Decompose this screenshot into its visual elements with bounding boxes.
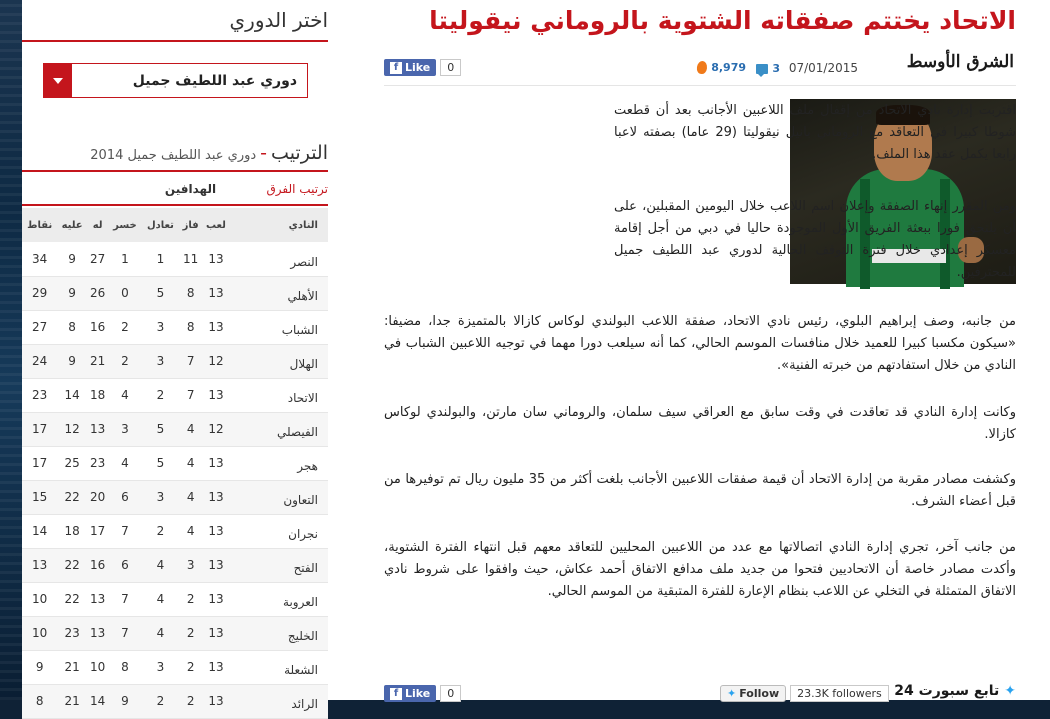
cell-goals-against: 9 (68, 354, 76, 368)
cell-drawn: 4 (156, 592, 165, 606)
facebook-like-widget (384, 59, 461, 76)
column-header-team: النادي (288, 219, 318, 231)
facebook-like-count: 0 (440, 59, 461, 76)
cell-team[interactable]: العروبة (283, 595, 318, 609)
cell-drawn: 2 (156, 694, 165, 708)
comments-number: 3 (772, 62, 780, 75)
cell-goals-against: 23 (64, 626, 80, 640)
cell-played: 13 (208, 388, 224, 402)
table-row (22, 480, 328, 514)
facebook-like-label: Like (405, 687, 431, 700)
cell-played: 13 (208, 320, 224, 334)
source-logo-text: الشرق الأوسط (906, 52, 1014, 72)
cell-team[interactable]: النصر (290, 254, 318, 269)
table-row (22, 446, 328, 480)
column-header-goals-against: عليه (61, 219, 83, 231)
views-number: 8,979 (711, 61, 746, 74)
twitter-followers-count: 23.3K followers (790, 685, 889, 702)
cell-lost: 9 (121, 694, 129, 708)
cell-won: 4 (186, 524, 195, 538)
table-header-row (22, 208, 328, 242)
standings-tabs (22, 180, 328, 206)
cell-goals-for: 18 (89, 388, 106, 402)
twitter-bird-icon: ✦ (727, 687, 737, 700)
cell-won: 2 (186, 626, 195, 640)
cell-drawn: 1 (156, 251, 165, 266)
cell-team[interactable]: الأهلي (287, 289, 318, 303)
article-meta-bar (384, 52, 1016, 86)
cell-played: 13 (208, 694, 224, 708)
cell-played: 13 (208, 456, 224, 470)
cell-drawn: 3 (156, 354, 165, 368)
cell-lost: 2 (121, 354, 129, 368)
cell-won: 2 (186, 694, 195, 708)
cell-goals-against: 12 (64, 422, 80, 436)
cell-played: 13 (208, 251, 224, 266)
twitter-bird-icon: ✦ (1004, 683, 1016, 699)
cell-goals-for: 16 (89, 320, 106, 334)
cell-won: 2 (186, 592, 195, 606)
cell-goals-against: 9 (68, 251, 76, 266)
divider (22, 40, 328, 42)
article-paragraph: ومن المقرر إنهاء الصفقة وإعلان اسم اللاعب خلال اليومين المقبلين، على أن يلتحق فورا ببعثة الفريق الأول الموجودة حاليا في دبي من أجل إقامة معسكر إعدادي خلال فترة التوقف الحالية لدوري عبد اللطيف جميل للمحترفين. (614, 199, 1016, 280)
cell-points: 8 (35, 694, 44, 708)
cell-team[interactable]: الفتح (293, 561, 318, 575)
cell-points: 15 (32, 490, 48, 504)
cell-lost: 3 (121, 422, 129, 436)
cell-goals-for: 27 (89, 251, 106, 266)
ranking-header (22, 142, 328, 164)
cell-goals-against: 22 (64, 592, 80, 606)
table-row (22, 650, 328, 684)
cell-won: 4 (186, 422, 195, 436)
cell-goals-against: 22 (64, 490, 80, 504)
twitter-follow-label: Follow (739, 687, 780, 700)
table-row (22, 582, 328, 616)
tab-top-scorers[interactable]: الهدافين (164, 182, 217, 196)
tab-team-standings[interactable]: ترتيب الفرق (266, 182, 328, 196)
table-row (22, 310, 328, 344)
cell-won: 8 (186, 286, 195, 300)
sidebar (22, 0, 328, 711)
cell-points: 34 (32, 251, 48, 266)
cell-lost: 0 (121, 286, 129, 300)
cell-team[interactable]: التعاون (283, 493, 318, 507)
facebook-icon: f (390, 62, 402, 74)
article-paragraph: اقتربت إدارة نادي الاتحاد من إقفال ملف اللاعبين الأجانب بعد أن قطعت شوطا كبيرا في التعاقد مع الروماني بانيل نيقوليتا (29 عاما) بصفته لاعبا رابعا يكمل عقد هذا الملف. (614, 103, 1017, 162)
table-row (22, 378, 328, 412)
standings-body (22, 242, 328, 718)
cell-goals-for: 13 (89, 422, 106, 436)
table-row (22, 242, 328, 276)
article-paragraph: وكشفت مصادر مقربة من إدارة الاتحاد أن قيمة صفقات اللاعبين الأجانب بلغت أكثر من 35 مليون ريال تم توفيرها من قبل أعضاء الشرف. (384, 472, 1016, 509)
cell-team[interactable]: الخليج (287, 629, 318, 643)
cell-won: 2 (186, 660, 195, 674)
cell-team[interactable]: الفيصلي (276, 425, 318, 439)
table-row (22, 684, 328, 718)
cell-won: 4 (186, 456, 195, 470)
standings-table (22, 208, 328, 719)
cell-team[interactable]: الاتحاد (287, 391, 318, 405)
cell-goals-for: 17 (89, 524, 106, 538)
table-row (22, 276, 328, 310)
cell-played: 13 (208, 660, 224, 674)
facebook-icon: f (390, 688, 402, 700)
cell-goals-against: 21 (64, 660, 80, 674)
table-row (22, 514, 328, 548)
cell-team[interactable]: الشعلة (284, 663, 318, 677)
source-logo (907, 52, 1014, 72)
cell-played: 13 (208, 626, 224, 640)
cell-points: 23 (32, 388, 48, 402)
cell-goals-against: 18 (64, 524, 80, 538)
fire-icon (696, 60, 708, 74)
cell-goals-for: 13 (89, 626, 106, 640)
cell-goals-for: 23 (89, 456, 106, 470)
cell-points: 9 (35, 660, 44, 674)
follow-sport24-label[interactable] (894, 683, 1016, 699)
cell-goals-for: 16 (89, 558, 106, 572)
follow-sport24-text: تابع سبورت 24 (894, 683, 1000, 699)
facebook-like-button[interactable] (384, 685, 436, 702)
cell-lost: 8 (121, 660, 129, 674)
cell-lost: 7 (121, 592, 129, 606)
cell-played: 13 (208, 286, 224, 300)
comment-icon (756, 64, 768, 74)
cell-team[interactable]: الهلال (289, 357, 318, 371)
cell-points: 27 (32, 320, 48, 334)
ranking-subtitle: دوري عبد اللطيف جميل 2014 (90, 148, 257, 163)
cell-goals-for: 20 (89, 490, 106, 504)
cell-lost: 4 (121, 388, 129, 402)
cell-won: 4 (186, 490, 195, 504)
facebook-like-count: 0 (440, 685, 461, 702)
cell-goals-for: 21 (89, 354, 106, 368)
twitter-follow-button[interactable] (720, 685, 786, 702)
cell-points: 17 (32, 422, 48, 436)
ranking-title: الترتيب (271, 142, 328, 164)
cell-drawn: 2 (156, 524, 165, 538)
cell-points: 24 (32, 354, 48, 368)
column-header-drawn: تعادل (146, 219, 174, 231)
cell-goals-for: 10 (89, 660, 106, 674)
table-row (22, 616, 328, 650)
cell-lost: 2 (121, 320, 129, 334)
cell-team[interactable]: الرائد (291, 697, 318, 711)
column-header-won: فاز (182, 219, 199, 231)
divider (22, 170, 328, 172)
article-paragraph: من جانب آخر، تجري إدارة النادي اتصالاتها مع عدد من اللاعبين المحليين للتعاقد معهم قبل انتهاء الفترة الشتوية، وأكدت مصادر خاصة أن الاتحاديين فتحوا من جديد ملف مدافع الاتفاق أحمد عكاش، حيث وافقوا على شروط نادي الاتفاق المتمثلة في التخلي عن اللاعب بنظام الإعارة للفترة المتبقية من الموسم الحالي. (384, 540, 1016, 599)
ranking-separator: - (260, 142, 268, 164)
column-header-goals-for: له (92, 219, 103, 231)
cell-team[interactable]: الشباب (281, 323, 318, 337)
cell-won: 8 (186, 320, 195, 334)
cell-goals-against: 14 (64, 388, 80, 402)
article-headline: الاتحاد يختتم صفقاته الشتوية بالروماني نيقوليتا (429, 6, 1016, 35)
views-count (697, 61, 746, 74)
cell-drawn: 5 (156, 422, 165, 436)
cell-goals-for: 14 (89, 694, 106, 708)
cell-goals-against: 21 (64, 694, 80, 708)
cell-won: 7 (186, 388, 195, 402)
cell-won: 11 (183, 251, 199, 266)
cell-goals-against: 9 (68, 286, 76, 300)
chevron-down-icon[interactable] (44, 64, 72, 97)
cell-won: 3 (186, 558, 195, 572)
table-row (22, 344, 328, 378)
cell-won: 7 (186, 354, 195, 368)
cell-team[interactable]: نجران (288, 527, 318, 541)
article-paragraph: من جانبه، وصف إبراهيم البلوي، رئيس نادي الاتحاد، صفقة اللاعب البولندي لوكاس كازالا بالمتميزة جدا، مضيفا: «سيكون مكسبا كبيرا للعميد خلال منافسات الموسم الحالي، كما أنه سيلعب دورا مهما في توجيه اللاعبين الشباب في النادي من خلال استفادتهم من خبرته الفنية». (384, 314, 1016, 373)
twitter-follow-widget (720, 685, 889, 702)
cell-goals-for: 26 (89, 286, 106, 300)
cell-played: 13 (208, 524, 224, 538)
facebook-like-button[interactable] (384, 59, 436, 76)
column-header-played: لعب (205, 219, 226, 231)
cell-lost: 1 (121, 251, 129, 266)
cell-played: 13 (208, 592, 224, 606)
cell-points: 17 (32, 456, 48, 470)
cell-points: 10 (32, 592, 48, 606)
page (22, 0, 1050, 711)
cell-lost: 6 (121, 558, 129, 572)
cell-drawn: 3 (156, 490, 165, 504)
cell-points: 13 (32, 558, 48, 572)
cell-played: 12 (208, 422, 224, 436)
table-row (22, 548, 328, 582)
cell-goals-for: 13 (89, 592, 106, 606)
table-row (22, 412, 328, 446)
comments-count[interactable] (756, 62, 780, 75)
cell-drawn: 3 (156, 660, 165, 674)
article-date: 07/01/2015 (788, 61, 858, 75)
cell-goals-against: 8 (68, 320, 76, 334)
column-header-lost: خسر (113, 219, 137, 231)
cell-played: 12 (208, 354, 224, 368)
social-bar (384, 685, 1016, 705)
choose-league-title: اختر الدوري (229, 8, 328, 32)
facebook-like-label: Like (405, 61, 431, 74)
article (384, 0, 1016, 700)
cell-goals-against: 22 (64, 558, 80, 572)
cell-drawn: 4 (156, 558, 165, 572)
cell-team[interactable]: هجر (297, 459, 318, 473)
cell-lost: 7 (121, 626, 129, 640)
cell-lost: 7 (121, 524, 129, 538)
article-paragraph: وكانت إدارة النادي قد تعاقدت في وقت سابق مع العراقي سيف سلمان، والروماني سان مارتن، والبولندي لوكاس كازالا. (384, 405, 1016, 442)
cell-played: 13 (208, 490, 224, 504)
page-background (0, 0, 22, 700)
cell-drawn: 2 (156, 388, 165, 402)
cell-lost: 4 (121, 456, 129, 470)
cell-points: 10 (32, 626, 48, 640)
cell-drawn: 5 (156, 286, 165, 300)
facebook-like-widget (384, 685, 461, 702)
cell-drawn: 3 (156, 320, 165, 334)
cell-drawn: 5 (156, 456, 165, 470)
cell-lost: 6 (121, 490, 129, 504)
cell-points: 14 (32, 524, 48, 538)
cell-points: 29 (32, 286, 48, 300)
league-select[interactable] (43, 63, 308, 98)
cell-goals-against: 25 (64, 456, 80, 470)
column-header-points: نقاط (27, 219, 53, 231)
cell-drawn: 4 (156, 626, 165, 640)
league-select-value: دوري عبد اللطيف جميل (132, 72, 297, 89)
cell-played: 13 (208, 558, 224, 572)
